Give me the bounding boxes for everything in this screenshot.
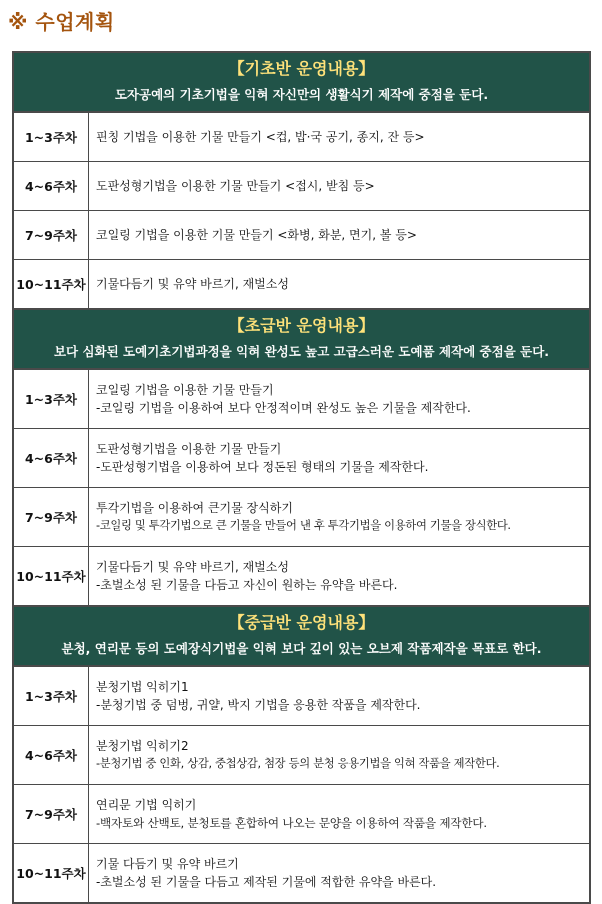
content-detail: -도판성형기법을 이용하여 보다 정돈된 형태의 기물을 제작한다.: [96, 460, 429, 474]
content-detail: -초벌소성 된 기물을 다듬고 자신이 원하는 유약을 바른다.: [96, 578, 398, 592]
content-cell: [89, 260, 589, 308]
content-detail: -코일링 기법을 이용하여 보다 안정적이며 완성도 높은 기물을 제작한다.: [96, 401, 471, 415]
week-cell: 4~6주차: [14, 162, 89, 210]
content-line: 분청기법 익히기2: [96, 739, 189, 753]
content-cell: [89, 429, 589, 487]
content-detail: -백자토와 산백토, 분청토를 혼합하여 나오는 문양을 이용하여 작품을 제작한다.: [96, 816, 487, 830]
week-cell: 10~11주차: [14, 547, 89, 605]
table-row: [14, 210, 589, 259]
class-plan-tables: [12, 51, 591, 904]
week-cell: 4~6주차: [14, 726, 89, 784]
section-basic: [12, 51, 591, 308]
week-cell: 10~11주차: [14, 260, 89, 308]
table-row: [14, 112, 589, 161]
week-cell: 4~6주차: [14, 429, 89, 487]
week-cell: 10~11주차: [14, 844, 89, 902]
section-header: [14, 310, 589, 369]
week-cell: 1~3주차: [14, 370, 89, 428]
content-cell: [89, 488, 589, 546]
table-row: [14, 784, 589, 843]
section-title: 【초급반 운영내용】: [228, 316, 375, 335]
section-description: 도자공예의 기초기법을 익혀 자신만의 생활식기 제작에 중점을 둔다.: [114, 87, 489, 102]
page-title: ※ 수업계획: [8, 10, 115, 34]
content-cell: [89, 667, 589, 725]
content-cell: [89, 113, 589, 161]
content-line: 코일링 기법을 이용한 기물 만들기: [96, 383, 274, 397]
content-line: 도판성형기법을 이용한 기물 만들기: [96, 442, 282, 456]
content-line: 도판성형기법을 이용한 기물 만들기 <접시, 받침 등>: [96, 179, 375, 193]
table-row: [14, 369, 589, 428]
week-cell: 7~9주차: [14, 211, 89, 259]
content-cell: [89, 211, 589, 259]
table-row: [14, 725, 589, 784]
table-row: [14, 259, 589, 308]
content-cell: [89, 785, 589, 843]
section-header: [14, 607, 589, 666]
content-line: 연리문 기법 익히기: [96, 798, 197, 812]
table-row: [14, 161, 589, 210]
content-detail: -초벌소성 된 기물을 다듬고 제작된 기물에 적합한 유약을 바른다.: [96, 875, 437, 889]
table-row: [14, 546, 589, 605]
content-cell: [89, 547, 589, 605]
content-line: 기물다듬기 및 유약 바르기, 재벌소성: [96, 560, 289, 574]
section-description: 분청, 연리문 등의 도예장식기법을 익혀 보다 깊이 있는 오브제 작품제작을 목표로 한다.: [61, 641, 542, 656]
content-line: 핀칭 기법을 이용한 기물 만들기 <컵, 밥·국 공기, 종지, 잔 등>: [96, 130, 425, 144]
content-line: 투각기법을 이용하여 큰기물 장식하기: [96, 501, 293, 515]
content-cell: [89, 162, 589, 210]
content-cell: [89, 370, 589, 428]
table-row: [14, 428, 589, 487]
week-cell: 1~3주차: [14, 113, 89, 161]
content-detail: -분청기법 중 덤벙, 귀얄, 박지 기법을 응용한 작품을 제작한다.: [96, 698, 421, 712]
section-title: 【기초반 운영내용】: [228, 59, 375, 78]
content-line: 코일링 기법을 이용한 기물 만들기 <화병, 화분, 면기, 볼 등>: [96, 228, 417, 242]
table-row: [14, 843, 589, 902]
week-cell: 1~3주차: [14, 667, 89, 725]
week-cell: 7~9주차: [14, 785, 89, 843]
section-beginner: [12, 308, 591, 605]
section-intermediate: [12, 605, 591, 904]
section-header: [14, 53, 589, 112]
content-line: 분청기법 익히기1: [96, 680, 189, 694]
content-line: 기물 다듬기 및 유약 바르기: [96, 857, 239, 871]
week-cell: 7~9주차: [14, 488, 89, 546]
section-description: 보다 심화된 도예기초기법과정을 익혀 완성도 높고 고급스러운 도예품 제작에 중점을 둔다.: [53, 344, 550, 359]
table-row: [14, 666, 589, 725]
content-detail: -코일링 및 투각기법으로 큰 기물을 만들어 낸 후 투각기법을 이용하여 기물을 장식한다.: [96, 519, 511, 532]
content-cell: [89, 844, 589, 902]
content-detail: -분청기법 중 인화, 상감, 중첩상감, 첨장 등의 분청 응용기법을 익혀 작품을 제작한다.: [96, 757, 500, 770]
table-row: [14, 487, 589, 546]
content-cell: [89, 726, 589, 784]
section-title: 【중급반 운영내용】: [228, 613, 375, 632]
content-line: 기물다듬기 및 유약 바르기, 재벌소성: [96, 277, 289, 291]
